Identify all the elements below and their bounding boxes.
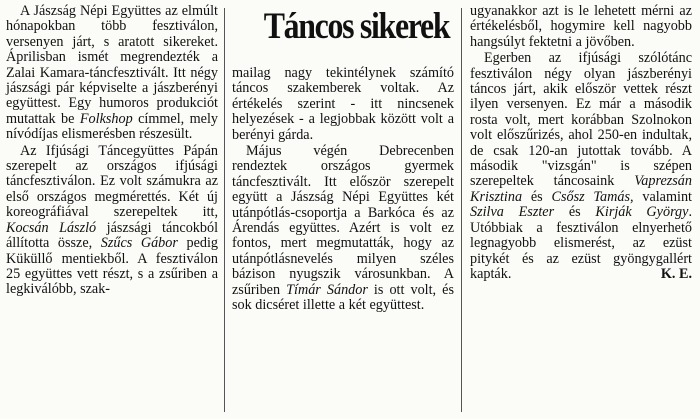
paragraph: A Jászság Népi Együttes az elmúlt hónapokban több fesztiválon, versenyen járt, s aratott sikereket. Áprilisban ismét megrendezték a Zalai Kamara-táncfesztivált. Itt négy jászsági pár képviselte a jászberényi együttest. Egy humoros produkciót mutattak be Folkshop címmel, mely nívódíjas elismerésben részesült.: [6, 3, 218, 143]
person-name: Szilva Eszter: [470, 204, 555, 221]
paragraph: ugyanakkor azt is le lehetett mérni az értékelésből, hogymire kell nagyobb hangsúlyt fektetni a jövőben.: [470, 3, 692, 50]
person-name: Csősz Tamás: [551, 188, 630, 205]
column-divider: [461, 8, 462, 412]
author-signature: K. E.: [660, 265, 692, 282]
column-2: [232, 66, 454, 314]
paragraph: Az Ifjúsági Táncegyüttes Pápán szerepelt az országos ifjúsági táncfesztiválon. Ez volt számukra az első országos megmérettés. Két új koreográfiával szerepeltek itt, Kocsán László jászsági táncokból állította össze, Szűcs Gábor pedig Küküllő mentiekből. A fesztiválon 25 együttes vett részt, s a zsűriben a legkiválóbb, szak-: [6, 142, 219, 298]
headline: Táncos sikerek: [263, 6, 450, 47]
production-title: Folkshop: [79, 110, 133, 127]
person-name: Tímár Sándor: [286, 281, 368, 298]
person-name: Kirják György: [595, 204, 689, 221]
person-name: Szűcs Gábor: [100, 235, 178, 252]
column-divider: [224, 8, 225, 412]
person-name: Kocsán László: [6, 219, 97, 236]
column-1: [6, 4, 218, 298]
paragraph: mailag nagy tekintélynek számító táncos szakemberek voltak. Az értékelés szerint - itt nincsenek helyezések - a legjobbak között volt a berényi gárda.: [232, 65, 454, 143]
paragraph: Május végén Debrecenben rendeztek országos gyermek táncfesztivált. Itt először szerepelt együtt a Jászság Népi Együttes két utánpótlás-csoportja a Barkóca és az Árendás együttes. Azért is volt ez fontos, mert megmutatták, hogy az utánpótlásnevelés milyen széles bázison nyugszik városunkban. A zsűriben Tímár Sándor is ott volt, és sok dicséret illette a két együttest.: [232, 143, 454, 314]
paragraph: Egerben az ifjúsági szólótánc fesztiválon négy olyan jászberényi táncos járt, akik először vettek részt ilyen versenyen. Ez már a második rosta volt, mert korábban Szolnokon volt előszűrizés, ahol 250-en indultak, de csak 120-an jutottak tovább. A második "vizsgán" is szépen szerepeltek táncosaink Vaprezsán Krisztina és Csősz Tamás, valamint Szilva Eszter és Kirják György. Utóbbiak a fesztiválon elnyerhető legnagyobb elismerést, az ezüst pitykét és az ezüst gyöngygallért kapták. K. E.: [470, 50, 692, 282]
column-3: [470, 4, 692, 282]
person-name: Vaprezsán Krisztina: [470, 173, 692, 205]
